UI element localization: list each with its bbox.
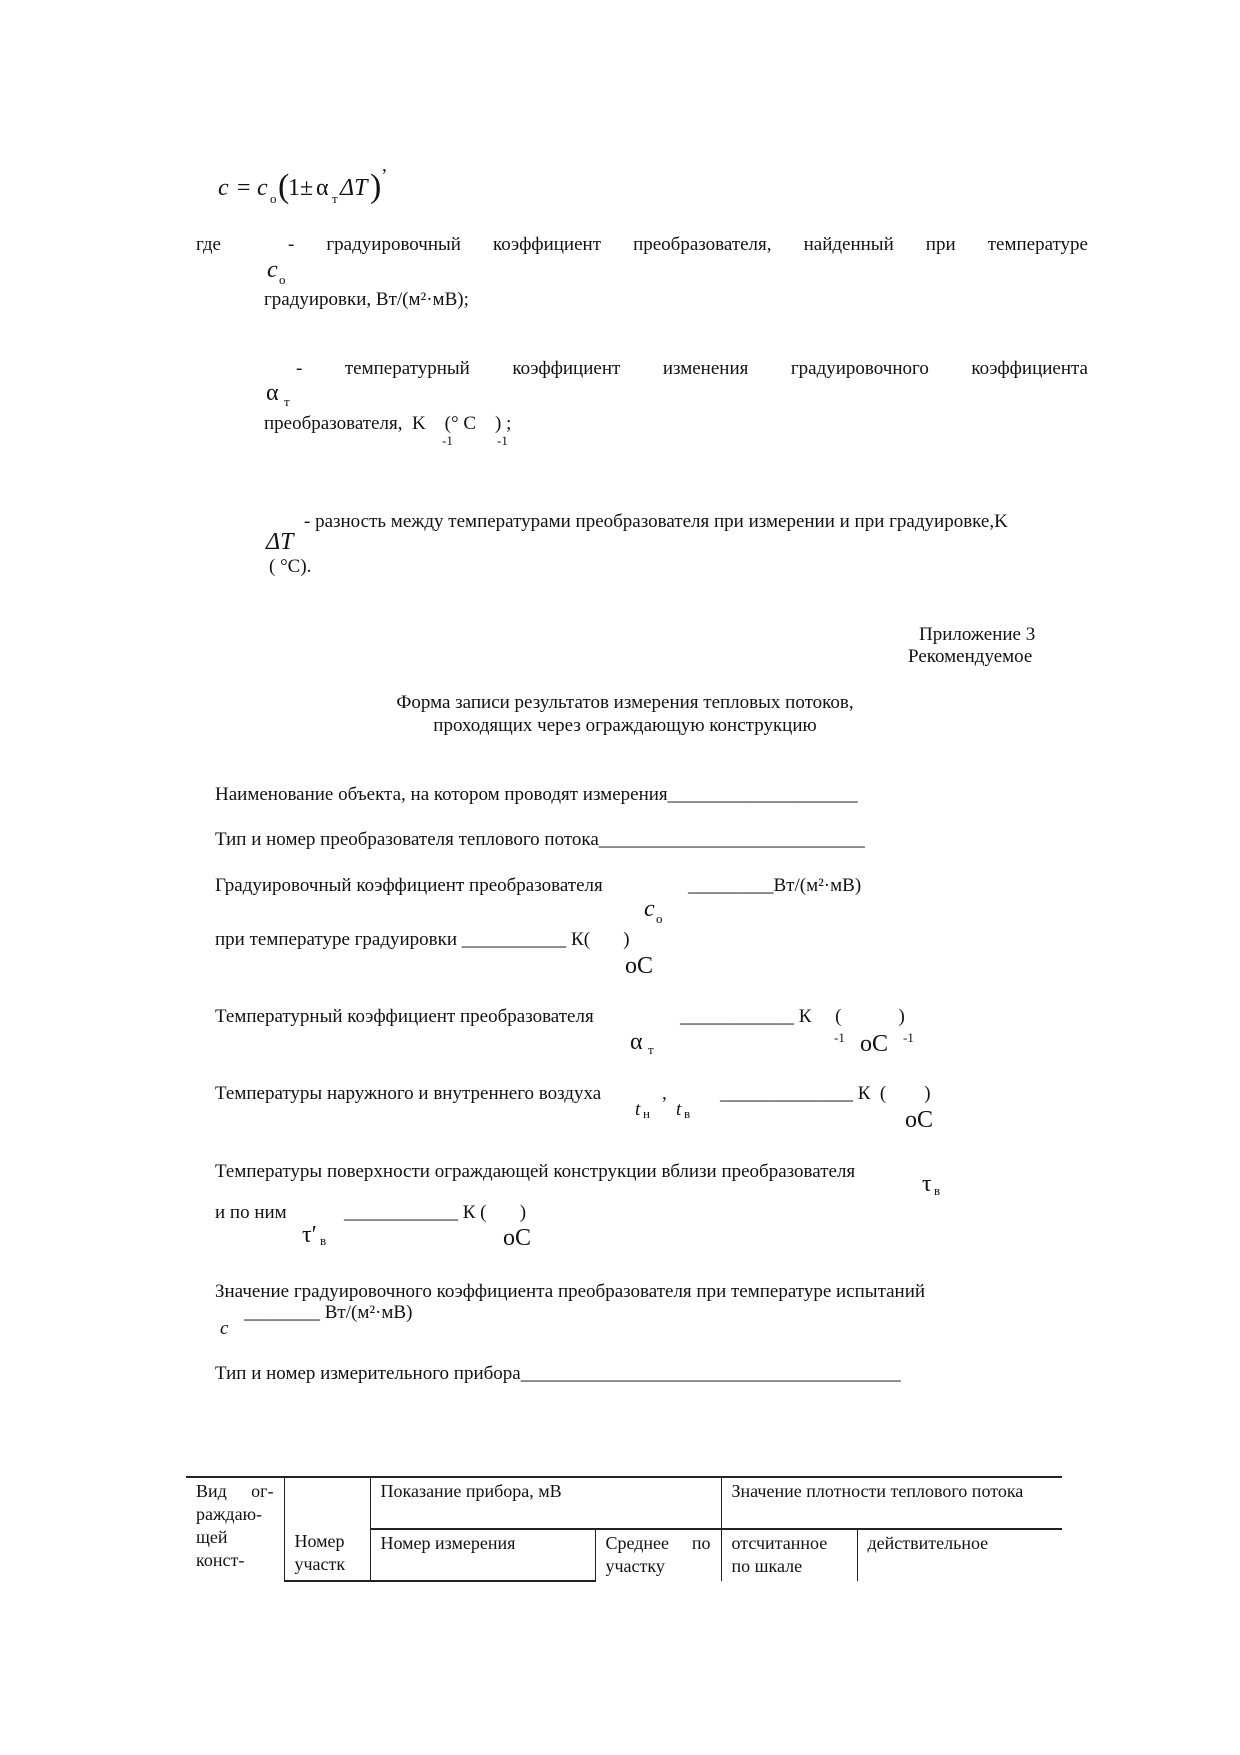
- tau-prime-symbol: τ′: [302, 1222, 317, 1248]
- formula-c0: c: [257, 175, 268, 201]
- col-section-average: Среднее по участку: [605, 1533, 711, 1576]
- temp-coef-exponent-1: -1: [834, 1030, 845, 1045]
- alpha-exponent-1: -1: [442, 433, 453, 448]
- col-actual-value: действительное: [867, 1533, 989, 1553]
- formula-paren-open: (: [278, 168, 290, 205]
- col-envelope-type: Вид ог-раждаю-щей конст-: [186, 1477, 284, 1581]
- coef-test-blank: ________ Вт/(м²·мВ): [244, 1302, 413, 1323]
- word: -: [288, 234, 295, 255]
- calib-coef-blank: _________Вт/(м²·мВ): [688, 875, 862, 896]
- deg-c-2: оC: [860, 1031, 889, 1057]
- calib-coef-label: Градуировочный коэффициент преобразователя: [215, 875, 603, 896]
- surface-temp-blank: ____________ К ( ): [344, 1202, 527, 1223]
- c0-symbol: c: [267, 257, 278, 283]
- where-label: где: [196, 234, 221, 255]
- c0-subscript: о: [279, 272, 286, 287]
- word: градуировочного: [790, 358, 929, 379]
- word: -: [296, 358, 303, 379]
- tau-subscript: в: [934, 1183, 941, 1198]
- word: коэффициент: [512, 358, 621, 379]
- formula-sub-t: т: [332, 191, 338, 206]
- form-title-line-1: Форма записи результатов измерения тепловых потоков,: [396, 692, 854, 713]
- word: найденный: [803, 234, 894, 255]
- t-outside-subscript: н: [643, 1106, 650, 1121]
- formula-c: c: [218, 175, 229, 201]
- c0-definition-line: [288, 235, 1088, 254]
- calib-subscript: о: [656, 911, 663, 926]
- results-table: [186, 1476, 1062, 1582]
- word: преобразователя,: [633, 234, 772, 255]
- coef-test-label: Значение градуировочного коэффициента преобразователя при температуре испытаний: [215, 1281, 926, 1302]
- deg-c-3: оC: [905, 1107, 934, 1133]
- formula-one-pm: 1±: [288, 175, 314, 201]
- col-scale-reading: отсчитанное по шкале: [721, 1529, 857, 1581]
- form-title-line-2: проходящих через ограждающую конструкцию: [433, 715, 817, 736]
- tau-prime-subscript: в: [320, 1233, 327, 1248]
- formula-equals: =: [237, 175, 251, 201]
- col-measurement-number: Номер измерения: [370, 1529, 595, 1581]
- col-section-number: Номер участк: [284, 1477, 370, 1581]
- delta-t-symbol: ΔT: [266, 529, 294, 555]
- word: температуре: [987, 234, 1088, 255]
- temp-coef-symbol: α: [630, 1029, 643, 1055]
- air-temp-comma: ,: [662, 1083, 667, 1104]
- formula-delta-t: ΔT: [340, 175, 368, 201]
- calib-symbol: c: [644, 896, 655, 922]
- object-name-field: Наименование объекта, на котором проводят измерения____________________: [215, 784, 858, 805]
- coef-test-symbol: c: [220, 1318, 229, 1339]
- formula-paren-close: ): [370, 168, 382, 205]
- air-temp-blank: ______________ К ( ): [720, 1083, 931, 1104]
- c0-definition-units: градуировки, Вт/(м²·мВ);: [264, 289, 469, 310]
- surface-far-label: и по ним: [215, 1202, 287, 1223]
- temp-coef-label: Температурный коэффициент преобразователя: [215, 1006, 594, 1027]
- word: градуировочный: [326, 234, 461, 255]
- instrument-type-field: Тип и номер измерительного прибора________________________________________: [215, 1363, 901, 1384]
- temp-coef-exponent-2: -1: [903, 1030, 914, 1045]
- tau-symbol: τ: [922, 1171, 932, 1197]
- alpha-definition-units: преобразователя, K (° C ) ;: [264, 413, 512, 434]
- word: при: [925, 234, 956, 255]
- t-inside-symbol: t: [676, 1099, 682, 1120]
- temp-coef-blank: ____________ К ( ): [680, 1006, 905, 1027]
- appendix-label: Приложение 3: [919, 624, 1036, 645]
- alpha-symbol: α: [266, 380, 279, 406]
- alpha-exponent-2: -1: [497, 433, 508, 448]
- group-instrument-reading: Показание прибора, мВ: [370, 1477, 721, 1529]
- group-heat-flux-value: Значение плотности теплового потока: [721, 1477, 1062, 1529]
- delta-t-definition: - разность между температурами преобразователя при измерении и при градуировке,K: [304, 511, 1008, 532]
- surface-temp-label: Температуры поверхности ограждающей конструкции вблизи преобразователя: [215, 1161, 856, 1182]
- formula-comma: ,: [382, 155, 387, 176]
- deg-c-1: оC: [625, 953, 654, 979]
- word: температурный: [344, 358, 470, 379]
- word: изменения: [662, 358, 749, 379]
- transducer-type-field: Тип и номер преобразователя теплового потока____________________________: [215, 829, 865, 850]
- formula-sub-o: о: [270, 191, 277, 206]
- deg-c-4: оC: [503, 1225, 532, 1251]
- calib-temp-field: при температуре градуировки ___________ К( ): [215, 929, 630, 950]
- t-outside-symbol: t: [635, 1099, 641, 1120]
- alpha-definition-line: [296, 359, 1088, 378]
- formula-alpha: α: [316, 175, 329, 201]
- t-inside-subscript: в: [684, 1106, 691, 1121]
- air-temp-label: Температуры наружного и внутреннего воздуха: [215, 1083, 602, 1104]
- alpha-subscript: т: [284, 394, 290, 409]
- delta-t-units: ( °C).: [269, 556, 312, 577]
- word: коэффициент: [493, 234, 601, 255]
- temp-coef-subscript: т: [648, 1042, 654, 1057]
- appendix-status: Рекомендуемое: [908, 646, 1033, 667]
- word: коэффициента: [971, 358, 1088, 379]
